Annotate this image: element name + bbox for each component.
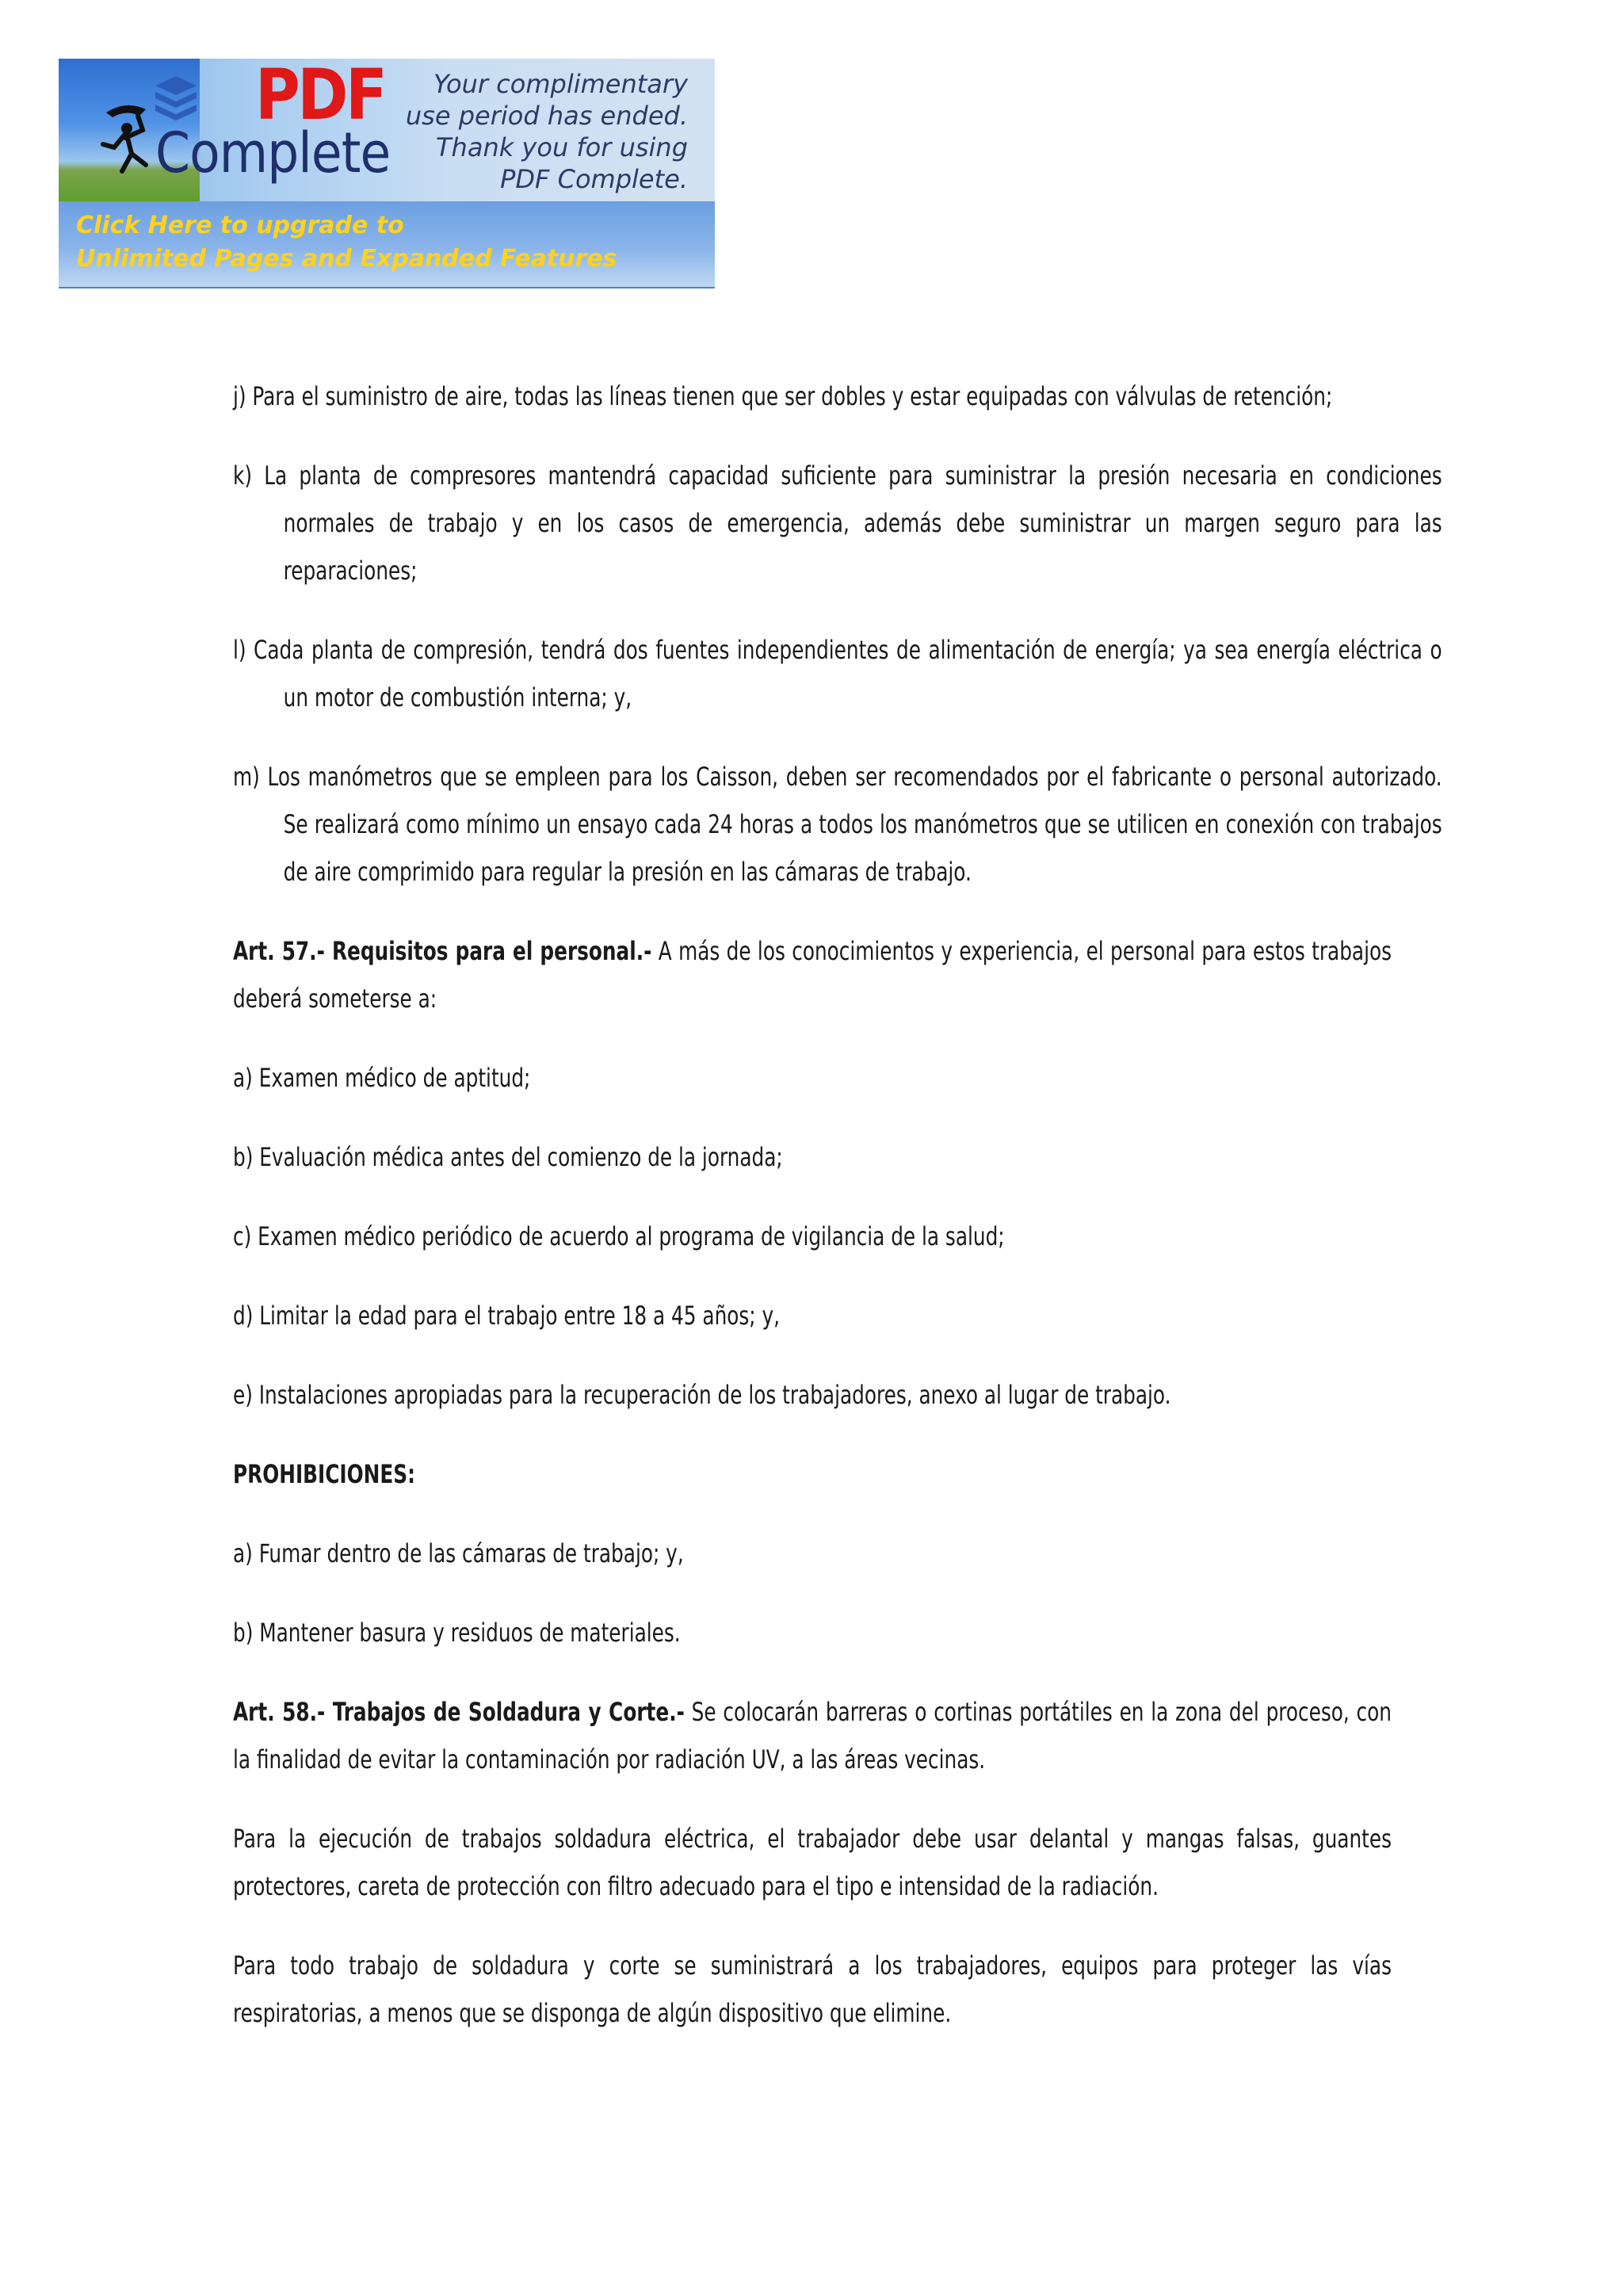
article-57-title: Art. 57.- Requisitos para el personal.- xyxy=(233,936,652,966)
jumping-person-icon xyxy=(90,98,162,185)
stacked-layers-icon xyxy=(154,74,198,122)
article-57 xyxy=(233,927,1392,1022)
trial-ended-notice xyxy=(406,68,688,195)
document-body xyxy=(233,372,1442,2069)
paragraph-corte: Para todo trabajo de soldadura y corte se suministrará a los trabajadores, equipos para proteger las vías respiratorias, a menos que se disponga de algún dispositivo que elimine. xyxy=(233,1950,1392,2028)
banner-divider xyxy=(59,287,715,288)
list-item-l: l) Cada planta de compresión, tendrá dos fuentes independientes de alimentación de energía; ya sea energía eléctrica o un motor de combustión interna; y, xyxy=(233,635,1442,712)
complete-logo-text: Complete xyxy=(155,120,391,185)
notice-line-4: PDF Complete. xyxy=(500,164,688,194)
upgrade-line-2: Unlimited Pages and Expanded Features xyxy=(76,245,617,273)
pdf-complete-upgrade-banner[interactable] xyxy=(59,54,715,288)
list-item-m: m) Los manómetros que se empleen para los Caisson, deben ser recomendados por el fabricante o personal autorizado. Se realizará como mínimo un ensayo cada 24 horas a todos los manómetros que se utilicen en conexión con trabajos de aire comprimido para regular la presión en las cámaras de trabajo. xyxy=(233,762,1442,887)
upgrade-line-1: Click Here to upgrade to xyxy=(76,212,404,239)
article-58 xyxy=(233,1688,1392,1783)
notice-line-1: Your complimentary xyxy=(433,69,688,99)
list-item-j: j) Para el suministro de aire, todas las líneas tienen que ser dobles y estar equipadas con válvulas de retención; xyxy=(233,381,1333,411)
article-57-text: A más de los conocimientos y experiencia, el personal para estos trabajos deberá someterse a: xyxy=(233,936,1392,1014)
upgrade-link[interactable] xyxy=(76,209,617,276)
list-item-k: k) La planta de compresores mantendrá capacidad suficiente para suministrar la presión necesaria en condiciones normales de trabajo y en los casos de emergencia, además debe suministrar un margen seguro para las reparaciones; xyxy=(233,460,1442,586)
paragraph-soldadura: Para la ejecución de trabajos soldadura eléctrica, el trabajador debe usar delantal y mangas falsas, guantes protectores, careta de protección con filtro adecuado para el tipo e intensidad de la radiación. xyxy=(233,1824,1392,1901)
notice-line-3: Thank you for using xyxy=(436,132,688,162)
requirement-e: e) Instalaciones apropiadas para la recuperación de los trabajadores, anexo al lugar de trabajo. xyxy=(233,1380,1171,1410)
requirement-c: c) Examen médico periódico de acuerdo al programa de vigilancia de la salud; xyxy=(233,1221,1005,1251)
notice-line-2: use period has ended. xyxy=(405,101,688,131)
prohibition-a: a) Fumar dentro de las cámaras de trabajo; y, xyxy=(233,1538,684,1568)
requirement-d: d) Limitar la edad para el trabajo entre 18 a 45 años; y, xyxy=(233,1301,781,1331)
article-58-title: Art. 58.- Trabajos de Soldadura y Corte.- xyxy=(233,1697,685,1727)
pdf-logo-text: PDF xyxy=(255,54,385,136)
prohibition-b: b) Mantener basura y residuos de materiales. xyxy=(233,1618,681,1648)
requirement-b: b) Evaluación médica antes del comienzo de la jornada; xyxy=(233,1142,783,1172)
prohibiciones-heading: PROHIBICIONES: xyxy=(233,1459,416,1489)
requirement-a: a) Examen médico de aptitud; xyxy=(233,1063,531,1093)
article-58-text: Se colocarán barreras o cortinas portátiles en la zona del proceso, con la finalidad de evitar la contaminación por radiación UV, a las áreas vecinas. xyxy=(233,1697,1392,1775)
